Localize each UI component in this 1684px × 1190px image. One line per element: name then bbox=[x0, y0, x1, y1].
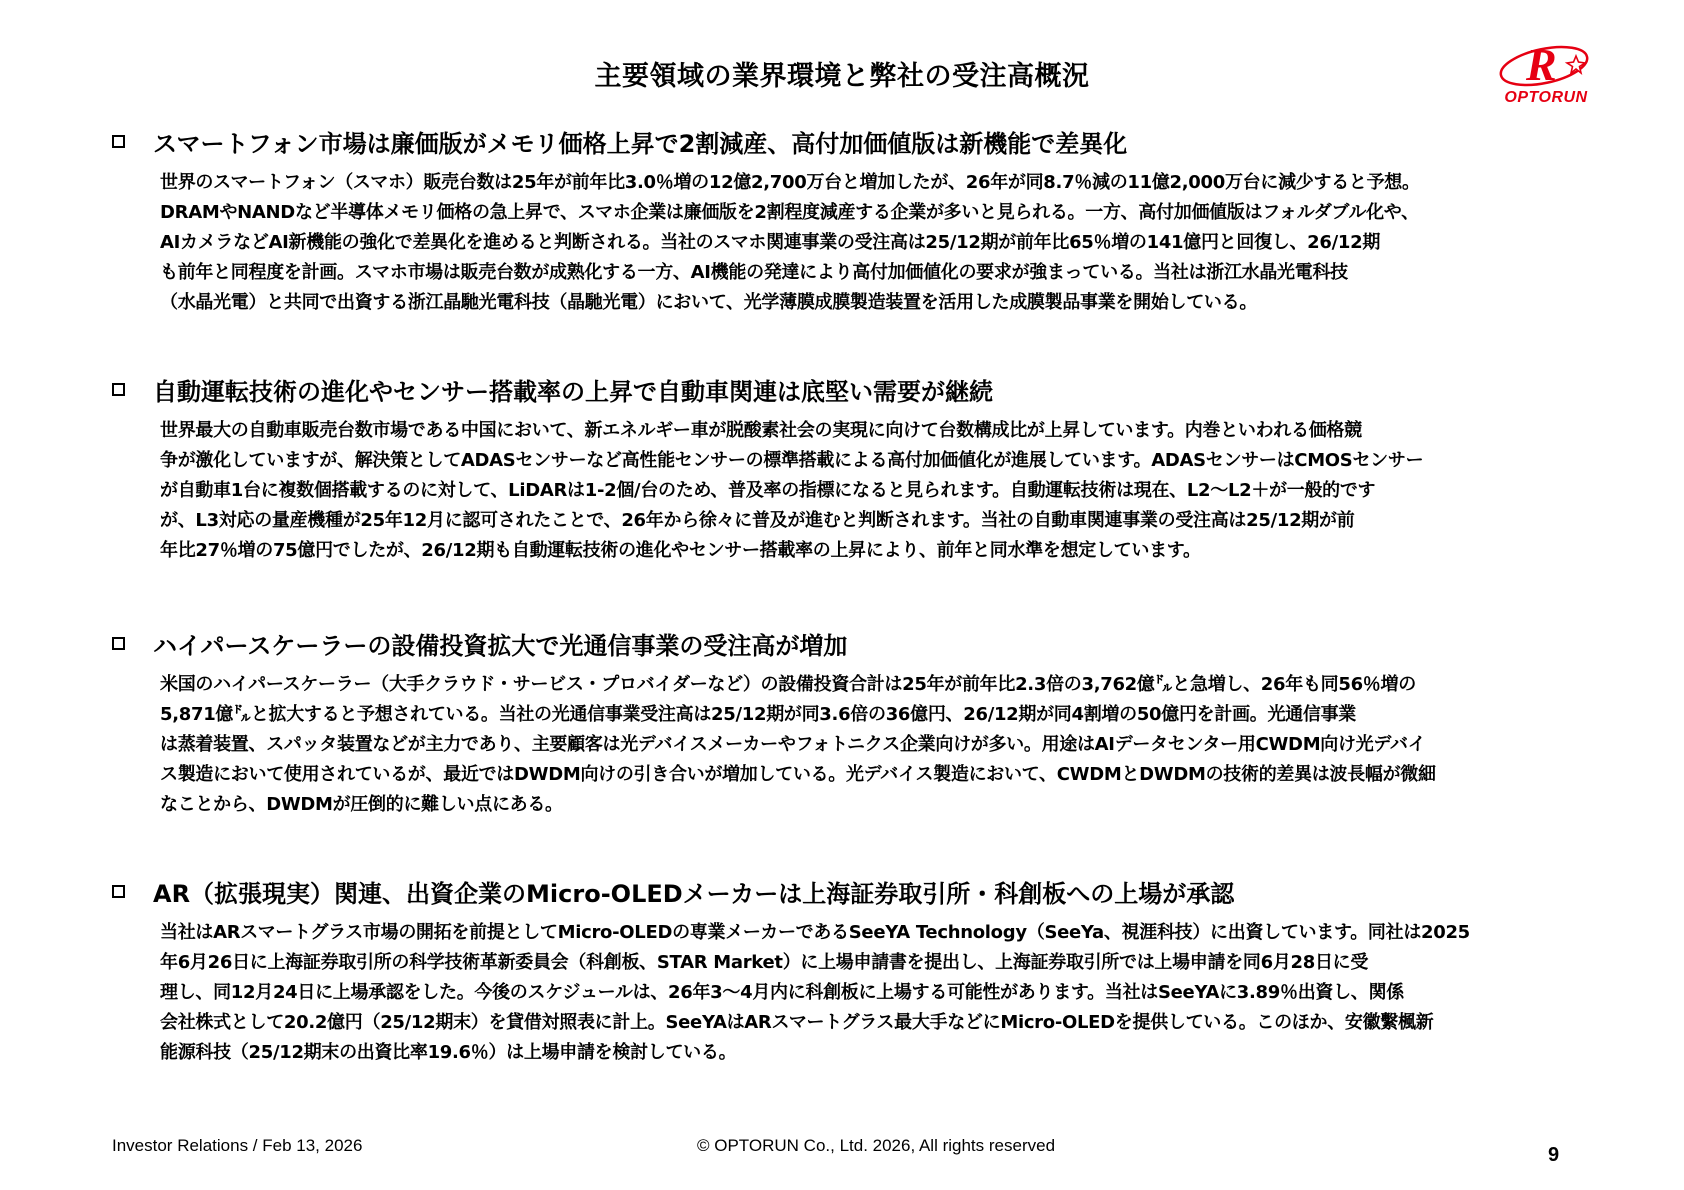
page-title: 主要領域の業界環境と弊社の受注高概況 bbox=[594, 61, 1090, 92]
body-line: 世界最大の自動車販売台数市場である中国において、新エネルギー車が脱酸素社会の実現に向けて台数構成比が上昇しています。内巻といわれる価格競 bbox=[160, 420, 1362, 441]
body-line: 米国のハイパースケーラー（大手クラウド・サービス・プロバイダーなど）の設備投資合計は25年が前年比2.3倍の3,762億㌦と急増し、26年も同56％増の bbox=[160, 674, 1416, 695]
body-line: 争が激化していますが、解決策としてADASセンサーなど高性能センサーの標準搭載による高付加価値化が進展しています。ADASセンサーはCMOSセンサー bbox=[160, 450, 1424, 471]
square-bullet-icon bbox=[112, 637, 125, 650]
section-heading bbox=[112, 626, 1592, 660]
section-heading-text: スマートフォン市場は廉価版がメモリ価格上昇で2割減産、高付加価値版は新機能で差異化 bbox=[153, 129, 1128, 158]
body-line: 5,871億㌦と拡大すると予想されている。当社の光通信事業受注高は25/12期が同3.6倍の36億円、26/12期が同4割増の50億円を計画。光通信事業 bbox=[160, 704, 1356, 725]
body-line: AIカメラなどAI新機能の強化で差異化を進めると判断される。当社のスマホ関連事業の受注高は25/12期が前年比65％増の141億円と回復し、26/12期 bbox=[160, 232, 1381, 253]
section-ar bbox=[112, 874, 1592, 1068]
body-line: （水晶光電）と共同で出資する浙江晶馳光電科技（晶馳光電）において、光学薄膜成膜製造装置を活用した成膜製品事業を開始している。 bbox=[160, 292, 1258, 313]
body-line: 年比27％増の75億円でしたが、26/12期も自動運転技術の進化やセンサー搭載率の上昇により、前年と同水準を想定しています。 bbox=[160, 540, 1201, 561]
body-line: 能源科技（25/12期末の出資比率19.6％）は上場申請を検討している。 bbox=[160, 1042, 737, 1063]
body-line: 当社はARスマートグラス市場の開拓を前提としてMicro-OLEDの専業メーカーであるSeeYA Technology（SeeYa、視涯科技）に出資しています。同社は2025 bbox=[160, 922, 1470, 943]
logo-text: OPTORUN bbox=[1504, 89, 1588, 106]
section-heading-text: ハイパースケーラーの設備投資拡大で光通信事業の受注高が増加 bbox=[153, 631, 848, 660]
body-line: 年6月26日に上海証券取引所の科学技術革新委員会（科創板、STAR Market）に上場申請書を提出し、上海証券取引所では上場申請を同6月28日に受 bbox=[160, 952, 1369, 973]
body-line: なことから、DWDMが圧倒的に難しい点にある。 bbox=[160, 794, 563, 815]
section-heading-text: AR（拡張現実）関連、出資企業のMicro-OLEDメーカーは上海証券取引所・科創板への上場が承認 bbox=[153, 879, 1235, 908]
body-line: も前年と同程度を計画。スマホ市場は販売台数が成熟化する一方、AI機能の発達により高付加価値化の要求が強まっている。当社は浙江水晶光電科技 bbox=[160, 262, 1348, 283]
section-body bbox=[160, 918, 1592, 1068]
section-body bbox=[160, 416, 1592, 566]
body-line: が、L3対応の量産機種が25年12月に認可されたことで、26年から徐々に普及が進むと判断されます。当社の自動車関連事業の受注高は25/12期が前 bbox=[160, 510, 1355, 531]
body-line: 世界のスマートフォン（スマホ）販売台数は25年が前年比3.0％増の12億2,700万台と増加したが、26年が同8.7％減の11億2,000万台に減少すると予想。 bbox=[160, 172, 1420, 193]
section-smartphone bbox=[112, 124, 1592, 318]
section-body bbox=[160, 670, 1592, 820]
footer-copyright: © OPTORUN Co., Ltd. 2026, All rights reserved bbox=[697, 1136, 1056, 1155]
section-heading bbox=[112, 874, 1592, 908]
square-bullet-icon bbox=[112, 383, 125, 396]
page-number: 9 bbox=[1548, 1144, 1560, 1166]
footer-left-text: Investor Relations / Feb 13, 2026 bbox=[112, 1136, 363, 1155]
section-body bbox=[160, 168, 1592, 318]
body-line: 会社株式として20.2億円（25/12期末）を貸借対照表に計上。SeeYAはARスマートグラス最大手などにMicro-OLEDを提供している。このほか、安徽繫楓新 bbox=[160, 1012, 1434, 1033]
body-line: は蒸着装置、スパッタ装置などが主力であり、主要顧客は光デバイスメーカーやフォトニクス企業向けが多い。用途はAIデータセンター用CWDM向け光デバイ bbox=[160, 734, 1426, 755]
logo-mark: R bbox=[1526, 39, 1557, 90]
body-line: 理し、同12月24日に上場承認をした。今後のスケジュールは、26年3～4月内に科創板に上場する可能性があります。当社はSeeYAに3.89％出資し、関係 bbox=[160, 982, 1404, 1003]
body-line: DRAMやNANDなど半導体メモリ価格の急上昇で、スマホ企業は廉価版を2割程度減産する企業が多いと見られる。一方、高付加価値版はフォルダブル化や、 bbox=[160, 202, 1419, 223]
section-optical-communication bbox=[112, 626, 1592, 820]
section-heading bbox=[112, 372, 1592, 406]
section-heading-text: 自動運転技術の進化やセンサー搭載率の上昇で自動車関連は底堅い需要が継続 bbox=[153, 377, 993, 406]
body-line: が自動車1台に複数個搭載するのに対して、LiDARは1-2個/台のため、普及率の指標になると見られます。自動運転技術は現在、L2～L2＋が一般的です bbox=[160, 480, 1376, 501]
square-bullet-icon bbox=[112, 135, 125, 148]
section-automotive bbox=[112, 372, 1592, 566]
section-heading bbox=[112, 124, 1592, 158]
square-bullet-icon bbox=[112, 885, 125, 898]
body-line: ス製造において使用されているが、最近ではDWDM向けの引き合いが増加している。光デバイス製造において、CWDMとDWDMの技術的差異は波長幅が微細 bbox=[160, 764, 1436, 785]
